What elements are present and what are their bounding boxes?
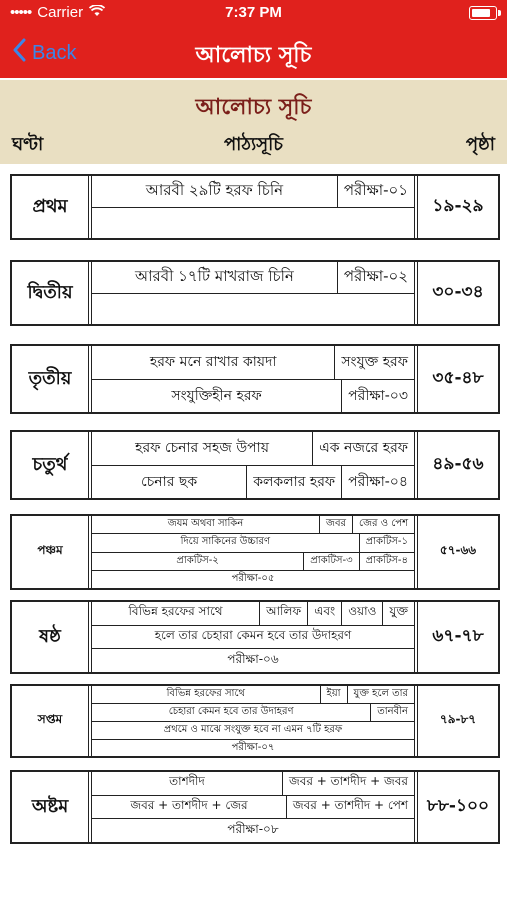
syllabus-cell — [92, 294, 414, 325]
syllabus-line — [92, 772, 414, 796]
syllabus-row — [10, 600, 500, 674]
row-syllabus — [92, 346, 418, 412]
syllabus-line — [92, 432, 414, 466]
syllabus-line — [92, 294, 414, 325]
row-hour-label: দ্বিতীয় — [12, 262, 92, 324]
carrier-label: Carrier — [37, 4, 84, 21]
row-page-range: ১৯-২৯ — [432, 196, 484, 216]
page-title: আলোচ্য সূচি — [195, 95, 312, 120]
syllabus-cell: এবং — [308, 602, 342, 625]
signal-dots-icon: ••••• — [10, 4, 32, 21]
syllabus-cell: চেহারা কেমন হবে তার উদাহরণ — [92, 704, 371, 721]
row-page-range: ৮৮-১০০ — [426, 796, 490, 816]
syllabus-cell: জবর + তাশদীদ + জের — [92, 796, 287, 819]
syllabus-cell: পরীক্ষা-০৩ — [348, 387, 408, 404]
syllabus-row — [10, 514, 500, 590]
syllabus-cell: জবর + তাশদীদ + জবর — [288, 774, 408, 789]
syllabus-line — [92, 796, 414, 820]
syllabus-cell: বিভিন্ন হরফের সাথে — [92, 602, 260, 625]
row-syllabus — [92, 516, 418, 588]
back-label: Back — [32, 41, 77, 64]
syllabus-cell: যুক্ত — [389, 604, 408, 619]
row-syllabus — [92, 772, 418, 842]
syllabus-line — [92, 722, 414, 740]
syllabus-line — [92, 704, 414, 722]
syllabus-cell: যুক্ত হলে তার — [353, 688, 408, 699]
syllabus-cell: ওয়াও — [342, 602, 383, 625]
row-syllabus — [92, 262, 418, 324]
row-hour-label: ষষ্ঠ — [12, 602, 92, 672]
syllabus-line — [92, 686, 414, 704]
column-header-page: পৃষ্ঠা — [465, 134, 495, 155]
syllabus-cell: পরীক্ষা-০৭ — [231, 742, 275, 753]
row-page-range: ৭৯-৮৭ — [439, 712, 477, 726]
status-time: 7:37 PM — [225, 4, 282, 21]
table-header — [0, 80, 507, 164]
syllabus-cell: পরীক্ষা-০৪ — [348, 473, 408, 490]
syllabus-cell: জবর — [320, 516, 353, 533]
syllabus-cell: পরীক্ষা-০৮ — [227, 821, 279, 836]
status-bar — [0, 0, 507, 26]
syllabus-cell: তাশদীদ — [92, 772, 283, 795]
syllabus-row — [10, 684, 500, 758]
syllabus-cell: বিভিন্ন হরফের সাথে — [92, 686, 321, 703]
row-hour-label: পঞ্চম — [12, 516, 92, 588]
row-hour-label: প্রথম — [12, 176, 92, 238]
syllabus-line — [92, 602, 414, 626]
syllabus-cell: প্রাকটিস-৩ — [304, 553, 359, 570]
syllabus-cell: আরবী ১৭টি মাখরাজ চিনি — [92, 262, 338, 293]
syllabus-cell: দিয়ে সাকিনের উচ্চারণ — [92, 534, 360, 551]
row-page-range: ৩০-৩৪ — [432, 282, 484, 302]
row-syllabus — [92, 602, 418, 672]
row-hour-label: সপ্তম — [12, 686, 92, 756]
syllabus-cell: পরীক্ষা-০২ — [343, 266, 408, 285]
syllabus-line — [92, 176, 414, 208]
syllabus-cell: প্রথমে ও মাঝে সংযুক্ত হবে না এমন ৭টি হরফ — [163, 724, 343, 735]
syllabus-line — [92, 208, 414, 239]
row-page-range: ৩৫-৪৮ — [432, 368, 484, 388]
syllabus-cell: আলিফ — [260, 602, 308, 625]
syllabus-cell: জযম অথবা সাকিন — [92, 516, 320, 533]
syllabus-row — [10, 260, 500, 326]
syllabus-row — [10, 770, 500, 844]
syllabus-line — [92, 466, 414, 499]
syllabus-cell: চেনার ছক — [92, 466, 247, 499]
syllabus-row — [10, 430, 500, 500]
row-page-range: ৬৭-৭৮ — [432, 626, 484, 646]
syllabus-cell: জের ও পেশ — [359, 518, 408, 530]
column-header-syllabus: পাঠ্যসূচি — [223, 134, 284, 155]
syllabus-line — [92, 649, 414, 672]
row-page-range: ৫৭-৬৬ — [439, 543, 477, 557]
syllabus-cell: ইয়া — [321, 686, 348, 703]
syllabus-line — [92, 346, 414, 380]
syllabus-cell: জবর + তাশদীদ + পেশ — [292, 798, 408, 812]
syllabus-line — [92, 262, 414, 294]
navigation-bar — [0, 26, 507, 78]
syllabus-row — [10, 174, 500, 240]
column-header-hour: ঘণ্টা — [12, 134, 44, 155]
nav-title: আলোচ্য সূচি — [195, 43, 312, 68]
syllabus-line — [92, 819, 414, 842]
row-page-range: ৪৯-৫৬ — [432, 454, 484, 474]
syllabus-cell: হরফ মনে রাখার কায়দা — [92, 346, 335, 379]
syllabus-cell: প্রাকটিস-১ — [365, 536, 408, 548]
syllabus-cell: পরীক্ষা-০৬ — [227, 651, 279, 666]
syllabus-line — [92, 553, 414, 571]
syllabus-cell: তানবীন — [377, 706, 408, 717]
syllabus-line — [92, 626, 414, 650]
row-hour-label: তৃতীয় — [12, 346, 92, 412]
syllabus-line — [92, 380, 414, 413]
syllabus-cell — [92, 208, 414, 239]
syllabus-cell: হরফ চেনার সহজ উপায় — [92, 432, 313, 465]
row-hour-label: চতুর্থ — [12, 432, 92, 498]
syllabus-line — [92, 516, 414, 534]
syllabus-cell: আরবী ২৯টি হরফ চিনি — [92, 176, 338, 207]
syllabus-line — [92, 740, 414, 757]
row-syllabus — [92, 432, 418, 498]
row-hour-label: অষ্টম — [12, 772, 92, 842]
syllabus-cell: সংযুক্তিহীন হরফ — [92, 380, 342, 413]
syllabus-line — [92, 534, 414, 552]
row-syllabus — [92, 176, 418, 238]
syllabus-cell: এক নজরে হরফ — [319, 440, 408, 457]
syllabus-cell: প্রাকটিস-২ — [92, 553, 304, 570]
syllabus-row — [10, 344, 500, 414]
row-syllabus — [92, 686, 418, 756]
syllabus-line — [92, 571, 414, 588]
syllabus-cell: পরীক্ষা-০১ — [343, 180, 408, 199]
syllabus-cell: হলে তার চেহারা কেমন হবে তার উদাহরণ — [154, 628, 352, 642]
syllabus-cell: প্রাকটিস-৪ — [365, 554, 408, 566]
battery-icon — [469, 6, 497, 20]
syllabus-cell: সংযুক্ত হরফ — [341, 354, 408, 371]
syllabus-cell: পরীক্ষা-০৫ — [231, 572, 275, 584]
syllabus-cell: কলকলার হরফ — [247, 466, 342, 499]
